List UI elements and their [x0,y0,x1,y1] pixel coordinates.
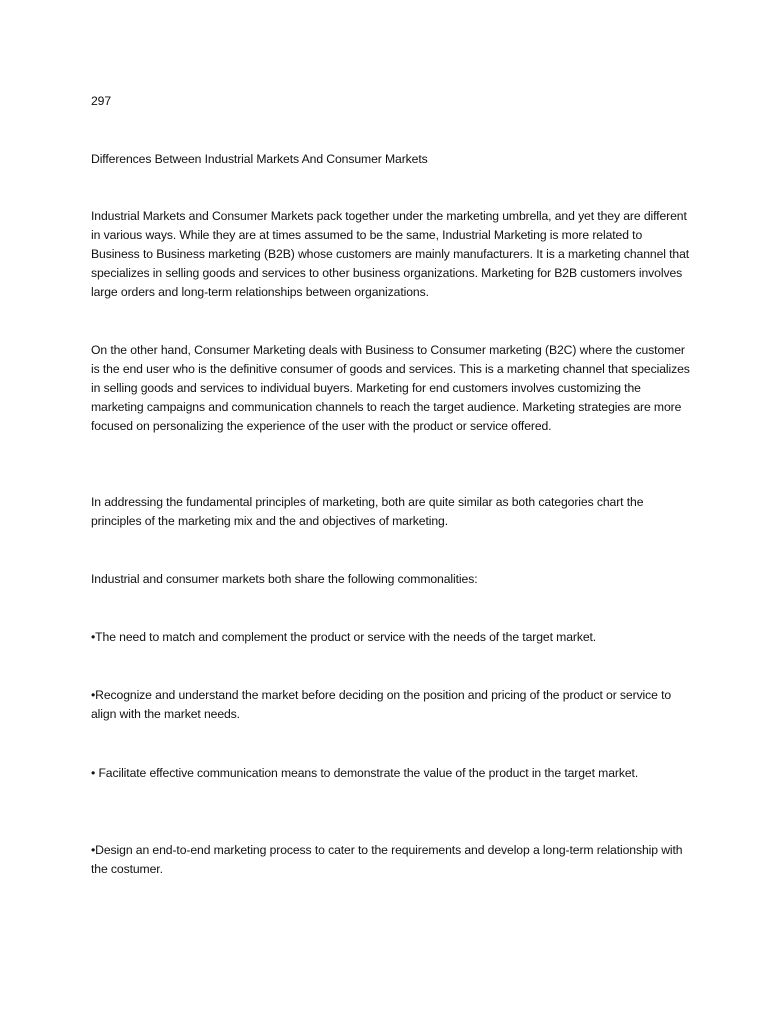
bullet-item: • Facilitate effective communication means to demonstrate the value of the product in the target market. [91,766,639,780]
bullet-item: •Design an end-to-end marketing process to cater to the requirements and develop a long-term relationship with the costumer. [91,843,683,876]
paragraph-commonalities-intro: Industrial and consumer markets both share the following commonalities: [91,572,478,586]
paragraph-industrial-markets: Industrial Markets and Consumer Markets pack together under the marketing umbrella, and yet they are different in various ways. While they are at times assumed to be the same, Industrial Marketing is more related to Business to Business marketing (B2B) whose customers are mainly manufacturers. It is a marketing channel that specializes in selling goods and services to other business organizations. Marketing for B2B customers involves large orders and long-term relationships between organizations. [91,209,690,299]
paragraph-fundamental-principles: In addressing the fundamental principles of marketing, both are quite similar as both categories chart the principles of the marketing mix and the and objectives of marketing. [91,495,644,528]
paragraph-consumer-markets: On the other hand, Consumer Marketing deals with Business to Consumer marketing (B2C) where the customer is the end user who is the definitive consumer of goods and services. This is a marketing channel that specializes in selling goods and services to individual buyers. Marketing for end customers involves customizing the marketing campaigns and communication channels to reach the target audience. Marketing strategies are more focused on personalizing the experience of the user with the product or service offered. [91,343,690,433]
document-title: Differences Between Industrial Markets And Consumer Markets [91,152,428,166]
bullet-item: •Recognize and understand the market before deciding on the position and pricing of the product or service to align with the market needs. [91,688,672,721]
bullet-item: •The need to match and complement the product or service with the needs of the target market. [91,630,597,644]
page-number: 297 [91,94,112,108]
